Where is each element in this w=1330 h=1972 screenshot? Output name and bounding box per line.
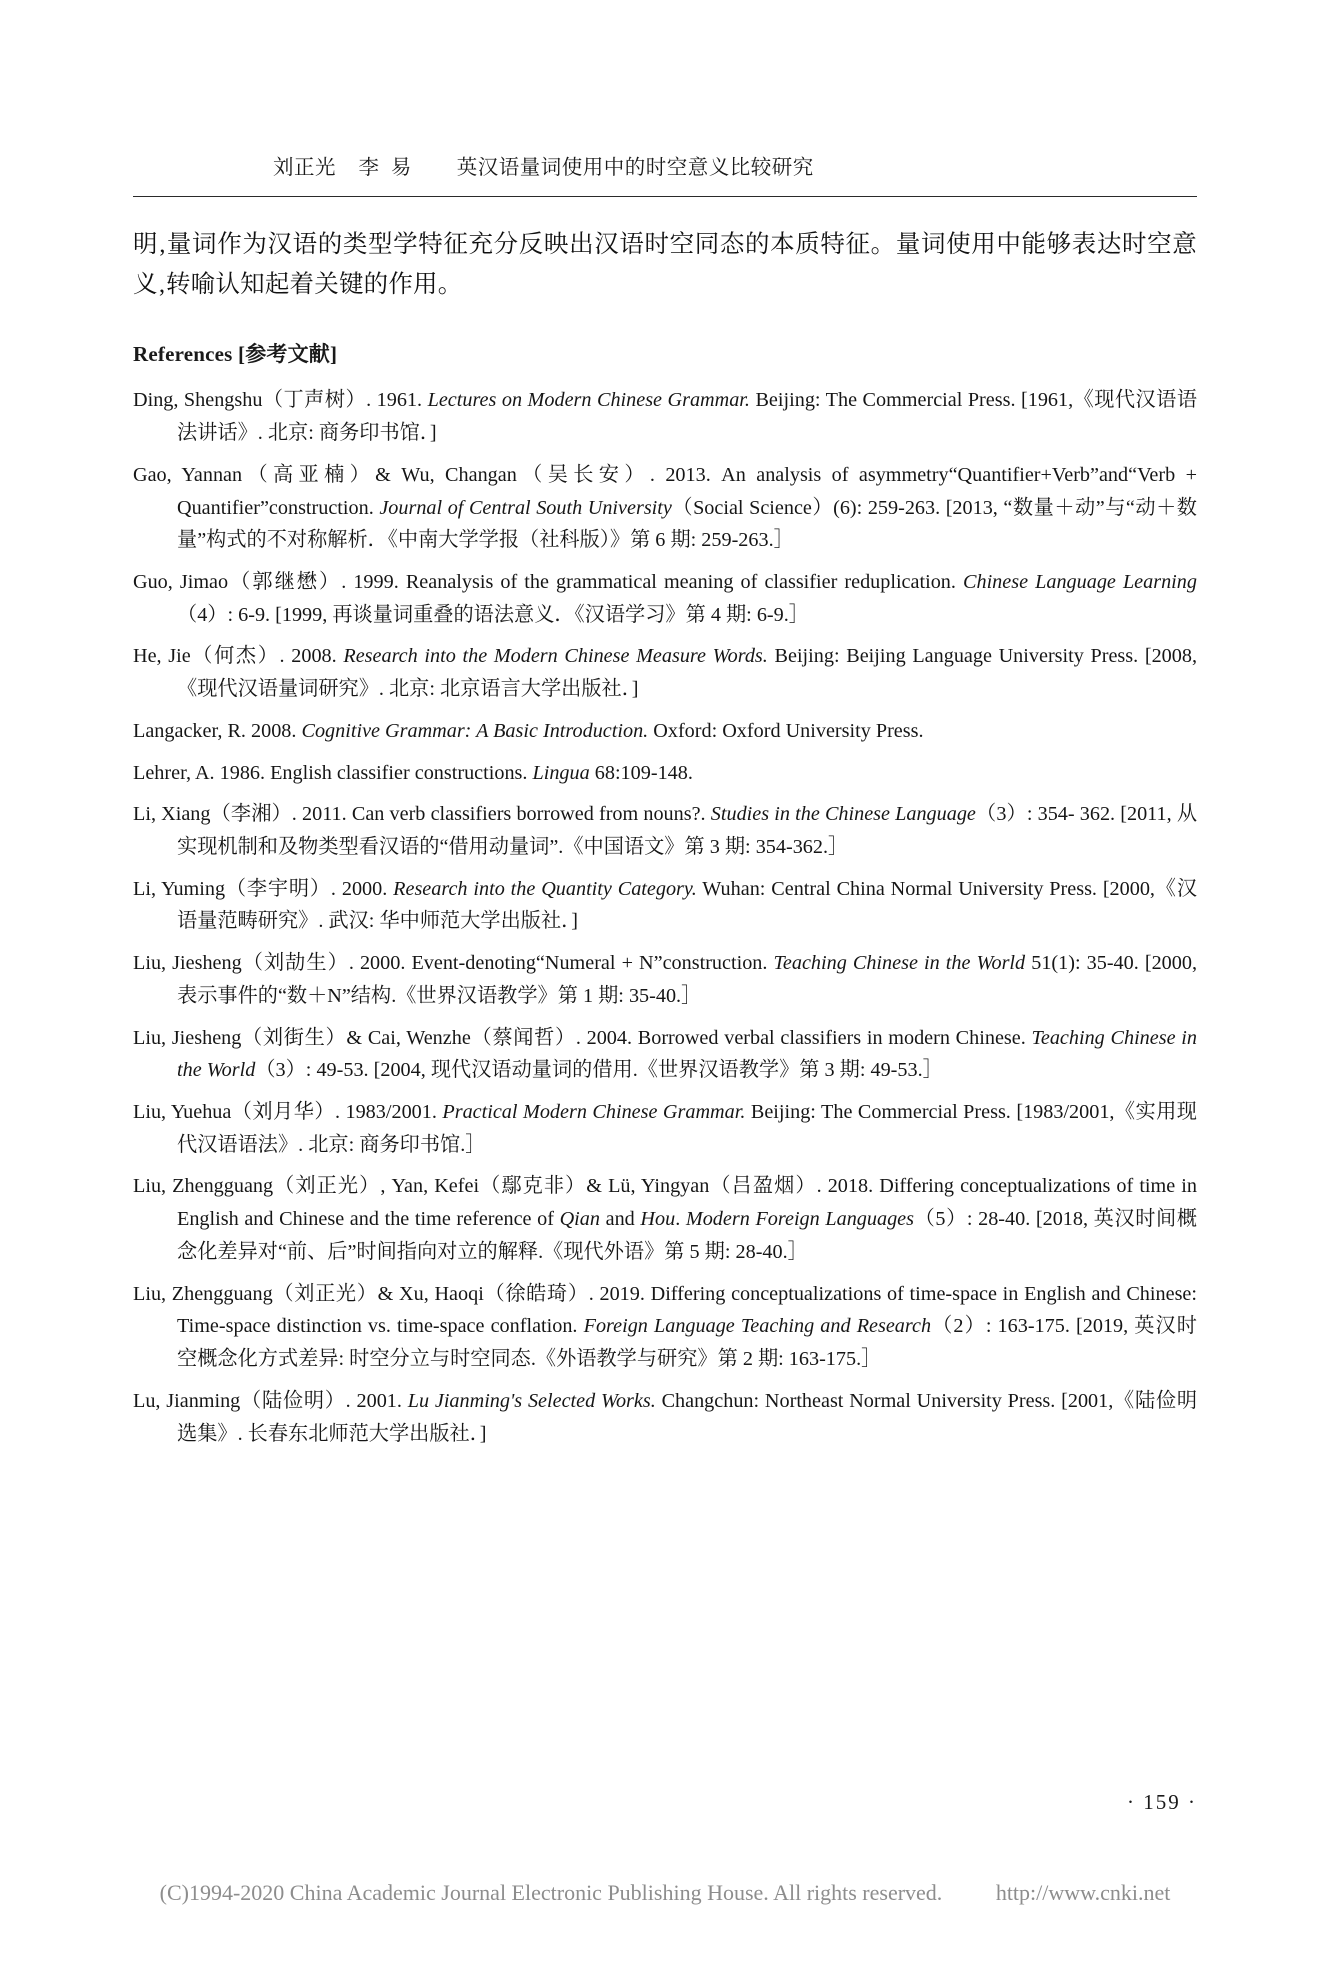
reference-entry: Langacker, R. 2008. Cognitive Grammar: A Basic Introduction. Oxford: Oxford University Press. [133, 719, 924, 742]
reference-entry: Liu, Yuehua（刘月华）. 1983/2001. Practical Modern Chinese Grammar. Beijing: The Commercial Press. [1983/2001,《实用现代汉语语法》. 北京: 商务印书馆.］ [133, 1101, 1197, 1156]
reference-entry: He, Jie（何杰）. 2008. Research into the Modern Chinese Measure Words. Beijing: Beijing Language University Press. [2008,《现代汉语量词研究》. 北京: 北京语言大学出版社．] [133, 645, 1197, 701]
references-heading: References [参考文献] [133, 342, 338, 367]
header-rule [133, 196, 1197, 197]
page-content [133, 150, 1197, 1459]
reference-entry: Liu, Zhengguang（刘正光）& Xu, Haoqi（徐皓琦）. 2019. Differing conceptualizations of time-space in English and Chinese: Time-space distinction vs. time-space conflation. Foreign Language Teaching and Research（2）: 163-175. [2019, 英汉时空概念化方式差异: 时空分立与时空同态.《外语教学与研究》第 2 期: 163-175.］ [133, 1282, 1197, 1371]
reference-entry: Li, Yuming（李宇明）. 2000. Research into the Quantity Category. Wuhan: Central China Normal University Press. [2000,《汉语量范畴研究》. 武汉: 华中师范大学出版社．] [133, 877, 1198, 933]
reference-list [133, 384, 1197, 1450]
running-head: 刘正光 李 易 英汉语量词使用中的时空意义比较研究 [273, 157, 814, 179]
lead-paragraph: 明‚量词作为汉语的类型学特征充分反映出汉语时空同态的本质特征。量词使用中能够表达时空意义‚转喻认知起着关键的作用。 [133, 231, 1197, 298]
reference-entry: Guo, Jimao（郭继懋）. 1999. Reanalysis of the grammatical meaning of classifier reduplication. Chinese Language Learning（4）: 6-9. [1999, 再谈量词重叠的语法意义．《汉语学习》第 4 期: 6-9.］ [133, 570, 1197, 626]
reference-entry: Liu, Jiesheng（刘劼生）. 2000. Event-denoting“Numeral + N”construction. Teaching Chinese in the World 51(1): 35-40. [2000, 表示事件的“数＋N”结构.《世界汉语教学》第 1 期: 35-40.］ [133, 952, 1198, 1007]
reference-entry: Li, Xiang（李湘）. 2011. Can verb classifiers borrowed from nouns?. Studies in the Chinese Language（3）: 354- 362. [2011, 从实现机制和及物类型看汉语的“借用动量词”.《中国语文》第 3 期: 354-362.］ [133, 803, 1198, 858]
reference-entry: Gao, Yannan（高亚楠）& Wu, Changan（吴长安）. 2013. An analysis of asymmetry“Quantifier+Verb”and“Verb + Quantifier”construction. Journal of Central South University（Social Science）(6): 259-263. [2013, “数量＋动”与“动＋数量”构式的不对称解析．《中南大学学报（社科版）》第 6 期: 259-263.］ [133, 463, 1197, 552]
page-number: · 159 · [1127, 1790, 1197, 1814]
reference-entry: Lu, Jianming（陆俭明）. 2001. Lu Jianming's Selected Works. Changchun: Northeast Normal University Press. [2001,《陆俭明选集》. 长春东北师范大学出版社．] [133, 1389, 1198, 1445]
reference-entry: Liu, Jiesheng（刘街生）& Cai, Wenzhe（蔡闻哲）. 2004. Borrowed verbal classifiers in modern Chinese. Teaching Chinese in the World（3）: 49-53. [2004, 现代汉语动量词的借用.《世界汉语教学》第 3 期: 49-53.］ [133, 1026, 1197, 1082]
cnki-url: http://www.cnki.net [995, 1880, 1171, 1905]
footer [0, 1880, 1330, 1906]
reference-entry: Lehrer, A. 1986. English classifier constructions. Lingua 68:109-148. [133, 761, 693, 784]
reference-entry: Liu, Zhengguang（刘正光）, Yan, Kefei（鄢克非）& Lü, Yingyan（吕盈烟）. 2018. Differing conceptualizations of time in English and Chinese and the time reference of Qian and Hou. Modern Foreign Languages（5）: 28-40. [2018, 英汉时间概念化差异对“前、后”时间指向对立的解释.《现代外语》第 5 期: 28-40.］ [133, 1175, 1198, 1263]
reference-entry: Ding, Shengshu（丁声树）. 1961. Lectures on Modern Chinese Grammar. Beijing: The Commercial Press. [1961,《现代汉语语法讲话》. 北京: 商务印书馆．] [133, 389, 1198, 445]
copyright-text: (C)1994-2020 China Academic Journal Electronic Publishing House. All rights reserved. [159, 1880, 943, 1905]
